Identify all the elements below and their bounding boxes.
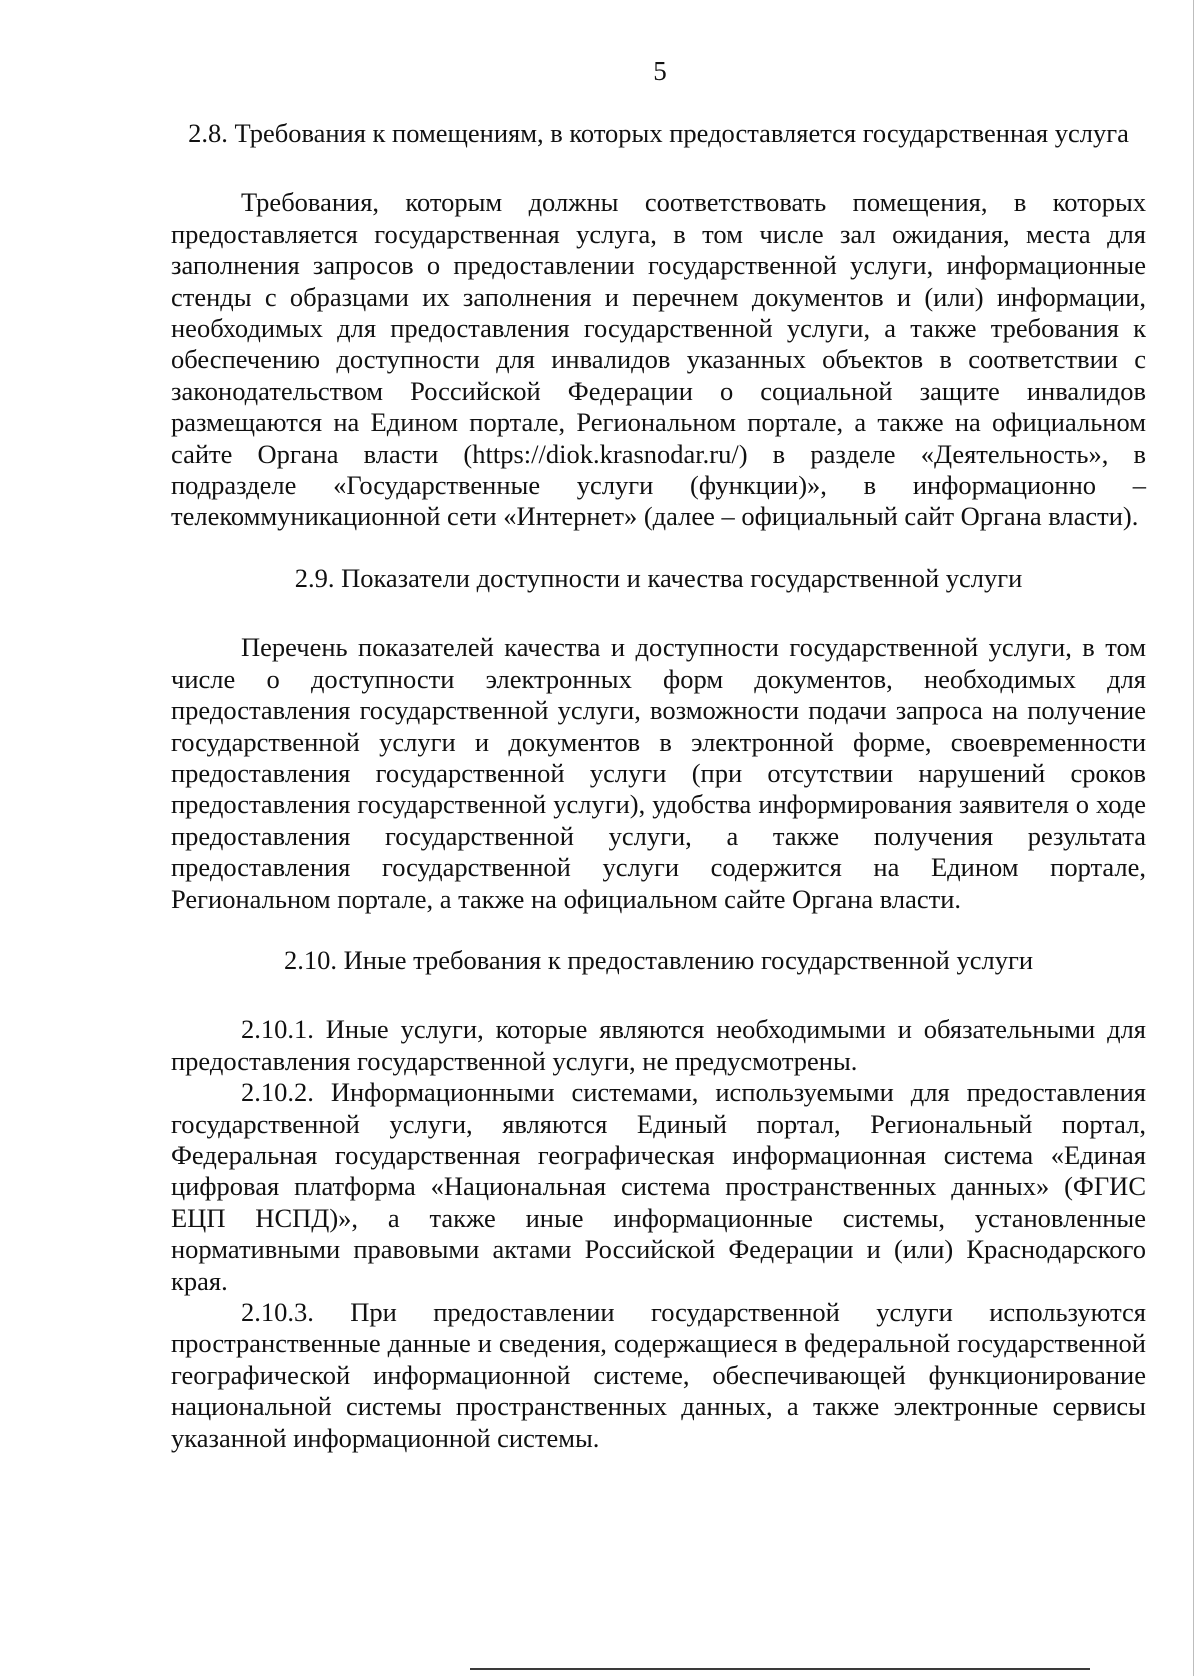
section-heading-2-9: 2.9. Показатели доступности и качества государственной услуги	[294, 562, 1023, 593]
section-2-10-2-paragraph: 2.10.2. Информационными системами, используемыми для предоставления государственной услуги, являются Единый портал, Региональный портал, Федеральная государственная географическая информационная система «Единая цифровая платформа «Национальная система пространственных данных» (ФГИС ЕЦП НСПД)», а также иные информационные системы, установленные нормативными правовыми актами Российской Федерации и (или) Краснодарского края.	[171, 1077, 1146, 1296]
section-2-10-3-paragraph: 2.10.3. При предоставлении государственной услуги используются пространственные данные и сведения, содержащиеся в федеральной государственной географической информационной системе, обеспечивающей функционирование национальной системы пространственных данных, а также электронные сервисы указанной информационной системы.	[171, 1297, 1146, 1453]
section-2-9-paragraph: Перечень показателей качества и доступности государственной услуги, в том числе о доступности электронных форм документов, необходимых для предоставления государственной услуги, возможности подачи запроса на получение государственной услуги и документов в электронной форме, своевременности предоставления государственной услуги (при отсутствии нарушений сроков предоставления государственной услуги), удобства информирования заявителя о ходе предоставления государственной услуги, а также получения результата предоставления государственной услуги содержится на Едином портале, Региональном портале, а также на официальном сайте Органа власти.	[171, 632, 1146, 914]
page-number: 5	[653, 56, 667, 86]
document-body	[171, 118, 1146, 1454]
scan-bottom-line	[470, 1668, 1090, 1670]
section-2-8-paragraph: Требования, которым должны соответствовать помещения, в которых предоставляется государственная услуга, в том числе зал ожидания, места для заполнения запросов о предоставлении государственной услуги, информационные стенды с образцами их заполнения и перечнем документов и (или) информации, необходимых для предоставления государственной услуги, а также требования к обеспечению доступности для инвалидов указанных объектов в соответствии с законодательством Российской Федерации о социальной защите инвалидов размещаются на Едином портале, Региональном портале, а также на официальном сайте Органа власти (https://diok.krasnodar.ru/) в разделе «Деятельность», в подразделе «Государственные услуги (функции)», в информационно – телекоммуникационной сети «Интернет» (далее – официальный сайт Органа власти).	[171, 187, 1146, 532]
section-heading-2-10: 2.10. Иные требования к предоставлению государственной услуги	[283, 944, 1033, 975]
scan-edge-line	[1193, 0, 1194, 1676]
section-heading-2-8: 2.8. Требования к помещениям, в которых предоставляется государственная услуга	[188, 118, 1129, 148]
section-2-10-1-paragraph: 2.10.1. Иные услуги, которые являются необходимыми и обязательными для предоставления государственной услуги, не предусмотрены.	[171, 1014, 1146, 1076]
